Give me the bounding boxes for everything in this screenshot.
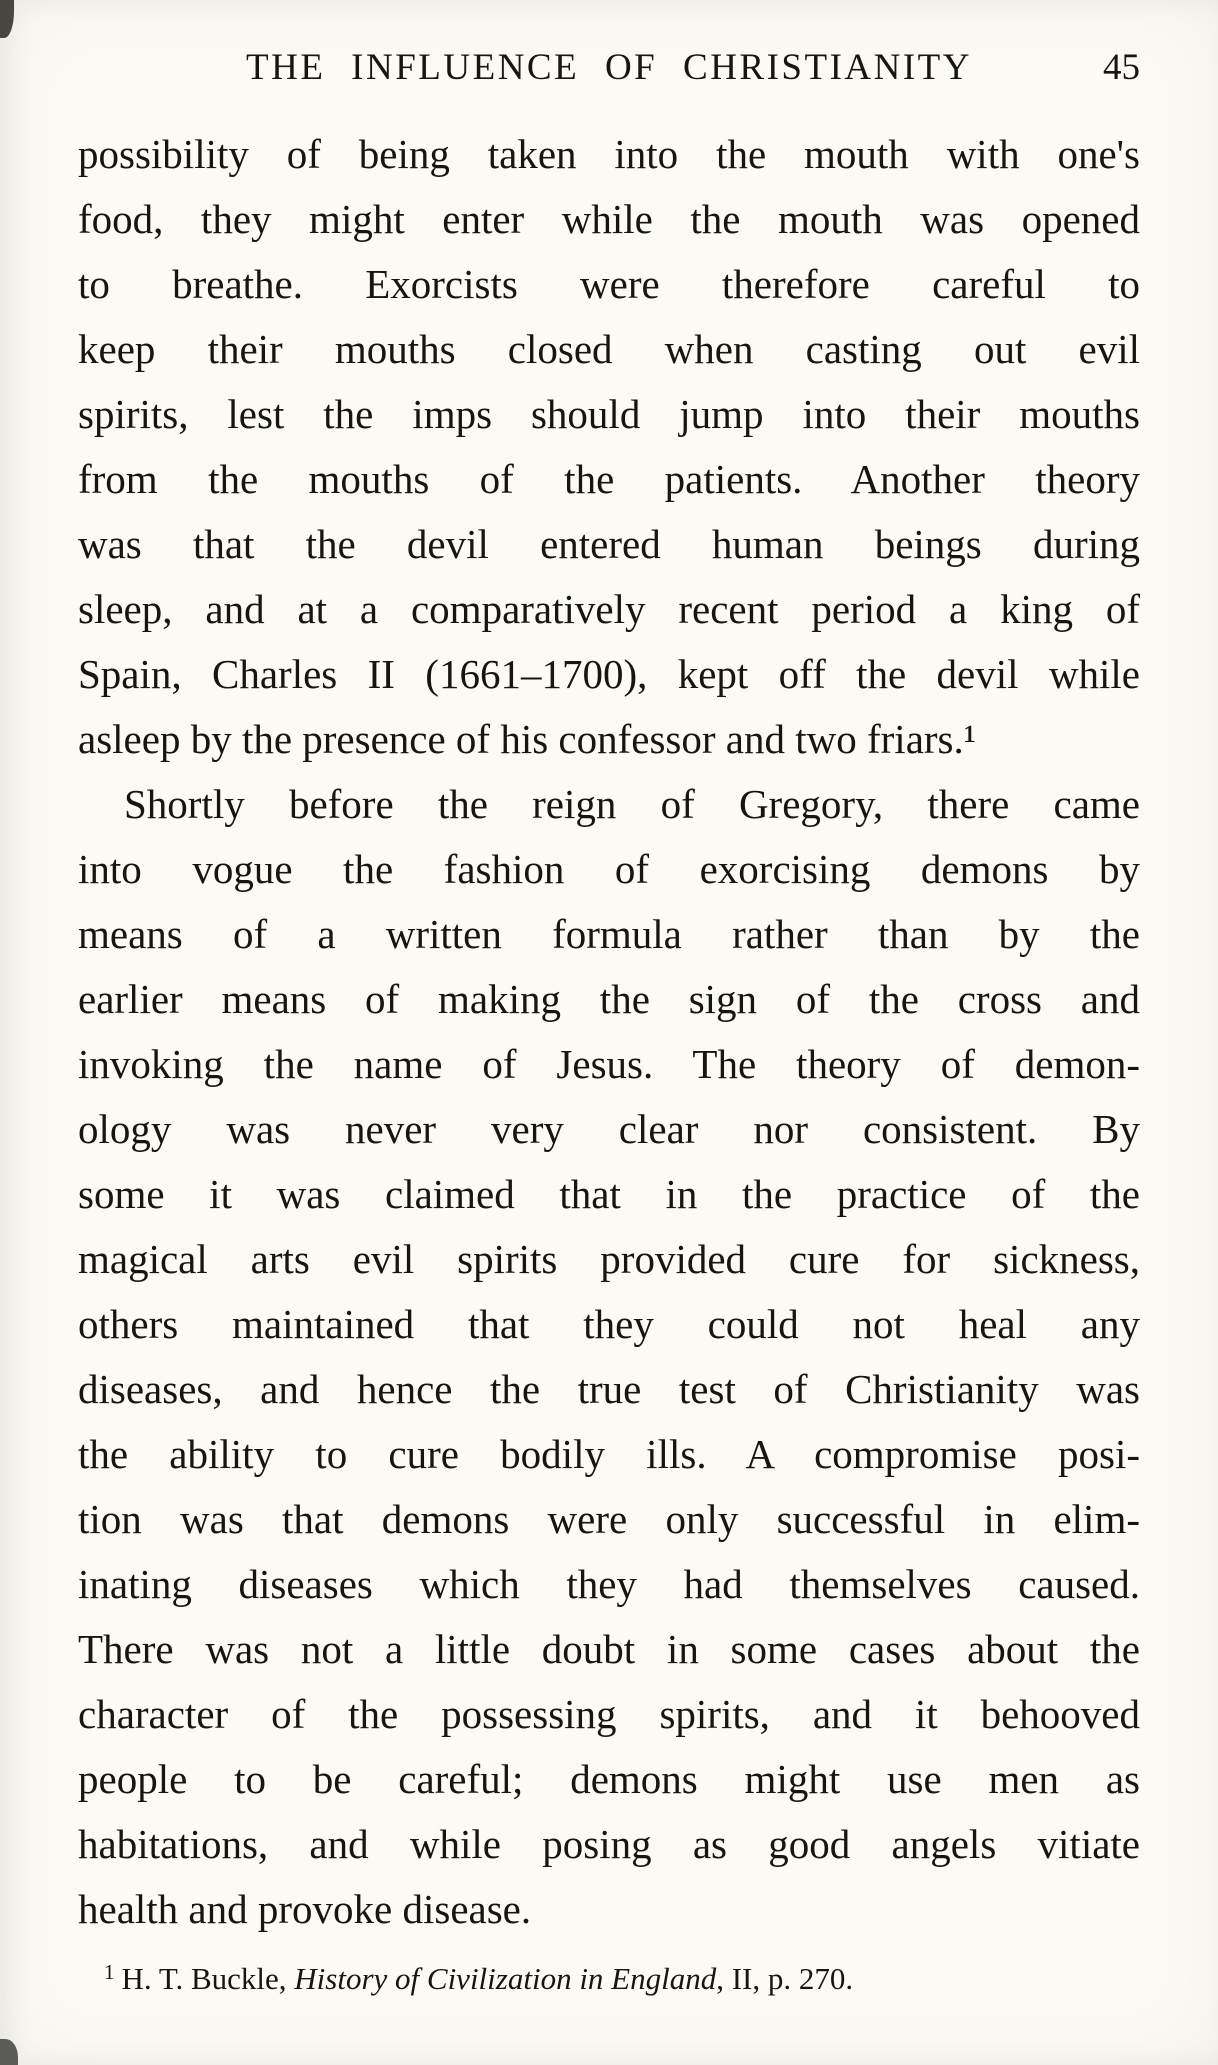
page-number: 45 (1103, 47, 1140, 88)
text-line: invoking the name of Jesus. The theory of demon- (78, 1041, 1140, 1087)
text-line: was that the devil entered human beings during (78, 521, 1140, 567)
text-line: health and provoke disease. (78, 1886, 532, 1932)
body-text (78, 122, 1140, 1942)
text-line: Shortly before the reign of Gregory, there came (124, 781, 1140, 827)
paragraph-1 (78, 122, 1140, 772)
text-line: means of a written formula rather than by the (78, 911, 1140, 957)
text-line: keep their mouths closed when casting out evil (78, 326, 1140, 372)
footnote-marker: 1 (104, 1960, 115, 1984)
text-line: the ability to cure bodily ills. A compromise posi- (78, 1431, 1140, 1477)
text-line: earlier means of making the sign of the cross and (78, 976, 1140, 1022)
text-line: habitations, and while posing as good angels vitiate (78, 1821, 1140, 1867)
text-line: people to be careful; demons might use men as (78, 1756, 1140, 1802)
scan-artifact (0, 2039, 18, 2065)
text-line: spirits, lest the imps should jump into their mouths (78, 391, 1140, 437)
text-line: to breathe. Exorcists were therefore careful to (78, 261, 1140, 307)
paragraph-2 (78, 772, 1140, 1942)
text-line: Spain, Charles II (1661–1700), kept off the devil while (78, 651, 1140, 697)
text-line: possibility of being taken into the mouth with one's (78, 131, 1140, 177)
text-line: magical arts evil spirits provided cure for sickness, (78, 1236, 1140, 1282)
footnote (78, 1952, 1140, 1999)
text-line: character of the possessing spirits, and it behooved (78, 1691, 1140, 1737)
text-line: food, they might enter while the mouth was opened (78, 196, 1140, 242)
text-line: asleep by the presence of his confessor and two friars.¹ (78, 716, 977, 762)
footnote-citation: , II, p. 270. (716, 1961, 854, 1996)
text-line: diseases, and hence the true test of Christianity was (78, 1366, 1140, 1412)
running-header (78, 0, 1140, 98)
text-line: inating diseases which they had themselves caused. (78, 1561, 1140, 1607)
page-title: THE INFLUENCE OF CHRISTIANITY (246, 47, 972, 88)
scan-artifact (0, 0, 14, 38)
text-line: There was not a little doubt in some cases about the (78, 1626, 1140, 1672)
footnote-author: H. T. Buckle, (121, 1961, 295, 1996)
footnote-book-title: History of Civilization in England (294, 1961, 717, 1996)
text-line: others maintained that they could not heal any (78, 1301, 1140, 1347)
text-line: from the mouths of the patients. Another theory (78, 456, 1140, 502)
text-line: tion was that demons were only successful in elim- (78, 1496, 1140, 1542)
text-line: ology was never very clear nor consistent. By (78, 1106, 1140, 1152)
text-line: into vogue the fashion of exorcising demons by (78, 846, 1140, 892)
text-line: sleep, and at a comparatively recent period a king of (78, 586, 1140, 632)
text-line: some it was claimed that in the practice of the (78, 1171, 1140, 1217)
